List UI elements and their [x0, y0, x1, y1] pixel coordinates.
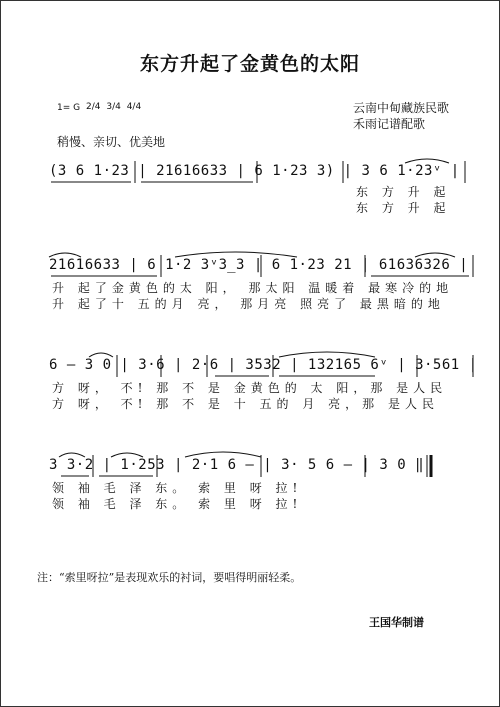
staff-4-notes: 3 3·2 | 1·253 | 2·1 6 – | 3· 5 6 – | 3 0 ‖	[49, 457, 425, 473]
staff-1-lyric-1: 东 方 升 起	[356, 185, 451, 199]
staff-3-lyric-1: 方 呀， 不! 那 不 是 金黄色的 太 阳，那 是人民	[52, 381, 448, 395]
meter-3: 4/4	[126, 102, 142, 112]
source-line-1: 云南中甸藏族民歌	[353, 101, 450, 115]
staff-2-lyric-2: 升 起了十 五的月 亮， 那月亮 照亮了 最黑暗的地	[52, 297, 445, 311]
song-title: 东方升起了金黄色的太阳	[139, 53, 360, 75]
staff-1-notes: (3 6 1·23 | 21616633 | 6 1·23 3) | 3 6 1·23ᵛ |	[49, 163, 460, 179]
staff-4	[35, 455, 475, 479]
key-signature	[57, 103, 141, 113]
staff-2	[35, 255, 475, 279]
staff-1-lyric-2: 东 方 升 起	[356, 201, 451, 215]
transcriber-credit: 王国华制谱	[369, 616, 424, 629]
staff-4-lyric-1: 领 袖 毛 泽 东。 索 里 呀 拉!	[52, 481, 303, 495]
staff-3-lyric-2: 方 呀， 不! 那 不 是 十 五的 月 亮，那 是人民	[52, 397, 439, 411]
meter-1: 2/4	[85, 102, 101, 112]
key-label: 1= G	[57, 103, 81, 113]
staff-2-lyric-1: 升 起了金黄色的太 阳， 那太阳 温暖着 最寒冷的地	[52, 281, 454, 295]
staff-1	[35, 161, 475, 185]
source-line-2: 禾雨记谱配歌	[353, 117, 426, 131]
footnote: 注：“索里呀拉”是表现欢乐的衬词，要唱得明丽轻柔。	[37, 571, 302, 584]
tempo-marking: 稍慢、亲切、优美地	[57, 135, 166, 149]
meter-2: 3/4	[106, 102, 121, 112]
staff-4-lyric-2: 领 袖 毛 泽 东。 索 里 呀 拉!	[52, 497, 303, 511]
staff-2-notes: 21616633 | 6 1·2 3ᵛ3̲3 | 6 1·23 21 | 61636326 |	[49, 257, 469, 273]
staff-3-notes: 6 – 3 0 | 3·6 | 2·6 | 3532 | 132165 6ᵛ | 3·561 |	[49, 357, 478, 373]
staff-3	[35, 355, 478, 379]
